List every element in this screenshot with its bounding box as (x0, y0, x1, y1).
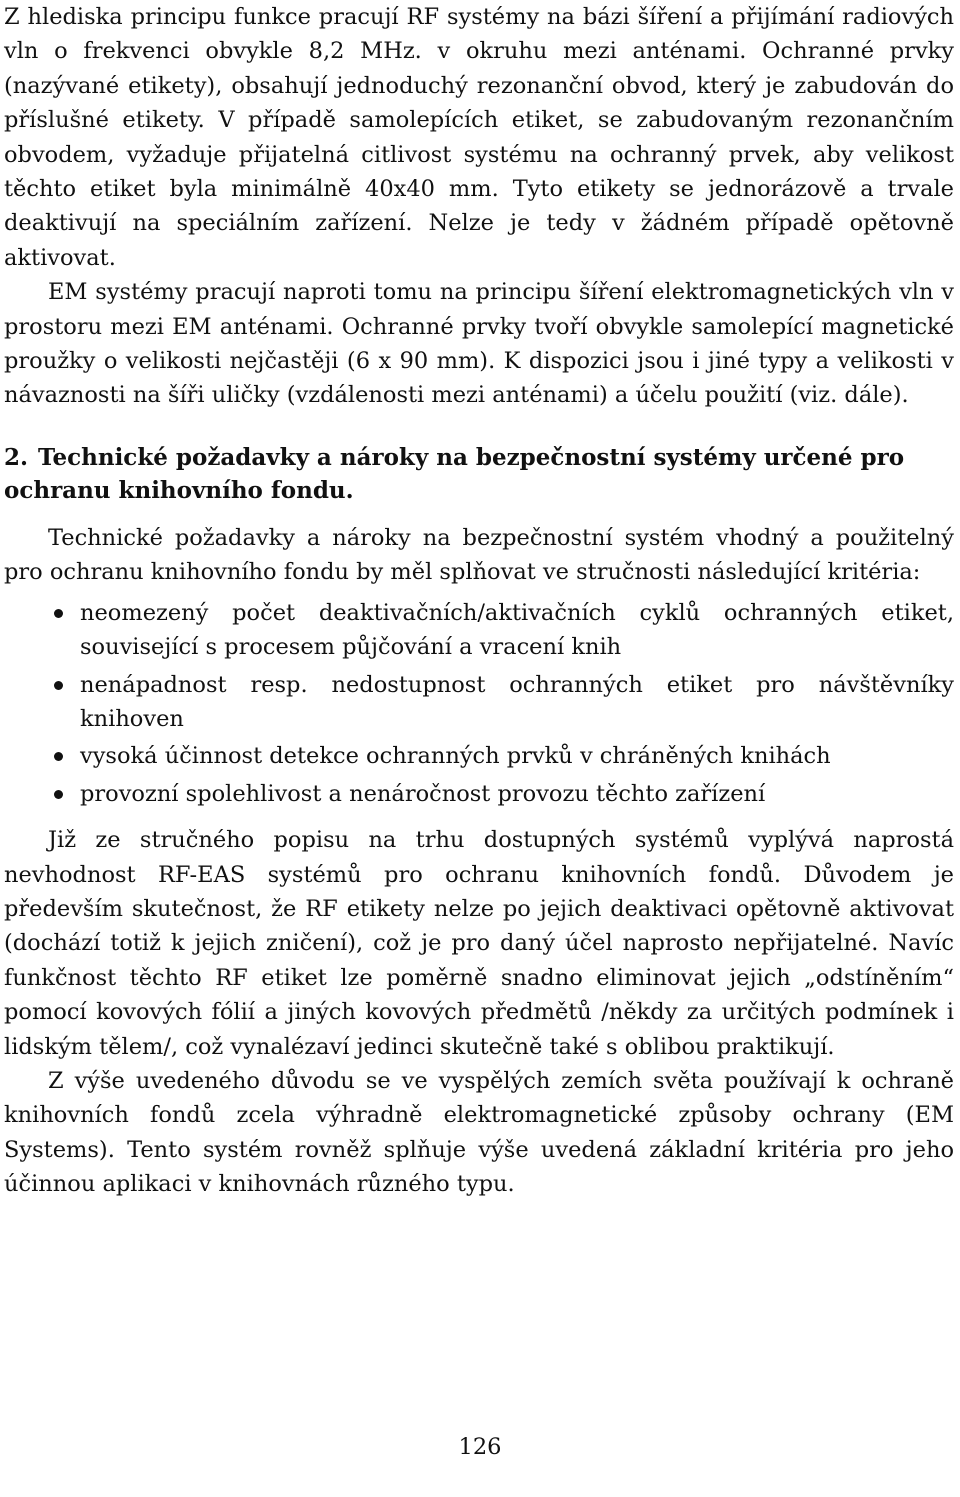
section-heading (4, 441, 954, 507)
list-item-text: nenápadnost resp. nedostupnost ochranných etiket pro návštěvníky knihoven (80, 671, 954, 732)
section-title: Technické požadavky a nároky na bezpečnostní systémy určené pro ochranu knihovního fondu. (4, 443, 905, 504)
section-number: 2. (4, 443, 29, 471)
bullet-icon (54, 790, 63, 799)
paragraph-rf-systems: Z hlediska principu funkce pracují RF systémy na bázi šíření a přijímání radiových vln o frekvenci obvykle 8,2 MHz. v okruhu mezi anténami. Ochranné prvky (nazývané etikety), obsahují jednoduchý rezonanční obvod, který je zabudován do příslušné etikety. V případě samolepících etiket, se zabudovaným rezonančním obvodem, vyžaduje přijatelná citlivost systému na ochranný prvek, aby velikost těchto etiket byla minimálně 40x40 mm. Tyto etikety se jednorázově a trvale deaktivují na speciálním zařízení. Nelze je tedy v žádném případě opětovně aktivovat. (4, 4, 954, 271)
list-item (4, 777, 954, 811)
document-page (4, 0, 954, 1202)
paragraph-rf-unsuitability: Již ze stručného popisu na trhu dostupných systémů vyplývá naprostá nevhodnost RF-EAS systémů pro ochranu knihovních fondů. Důvodem je především skutečnost, že RF etikety nelze po jejich deaktivaci opětovně aktivovat (dochází totiž k jejich zničení), což je pro daný účel naprosto nepřijatelné. Navíc funkčnost těchto RF etiket lze poměrně snadno eliminovat jejich „odstíněním“ pomocí kovových fólií a jiných kovových předmětů /někdy za určitých podmínek i lidským tělem/, což vynalézaví jedinci skutečně také s oblibou praktikují. (4, 827, 954, 1060)
list-item (4, 739, 954, 773)
bullet-icon (54, 609, 63, 618)
page-number: 126 (458, 1434, 502, 1460)
list-item (4, 668, 954, 737)
list-item-text: provozní spolehlivost a nenáročnost provozu těchto zařízení (80, 780, 766, 807)
paragraph-em-conclusion: Z výše uvedeného důvodu se ve vyspělých zemích světa používají k ochraně knihovních fondů zcela výhradně elektromagnetické způsoby ochrany (EM Systems). Tento systém rovněž splňuje výše uvedená základní kritéria pro jeho účinnou aplikaci v knihovnách různého typu. (4, 1067, 954, 1198)
list-item-text: vysoká účinnost detekce ochranných prvků v chráněných knihách (80, 743, 831, 770)
paragraph-intro: Technické požadavky a nároky na bezpečnostní systém vhodný a použitelný pro ochranu knihovního fondu by měl splňovat ve stručnosti následující kritéria: (4, 524, 954, 586)
bullet-icon (54, 752, 63, 761)
criteria-list (4, 596, 954, 811)
list-item (4, 596, 954, 665)
list-item-text: neomezený počet deaktivačních/aktivačních cyklů ochranných etiket, související s procesem půjčování a vracení knih (80, 599, 954, 661)
paragraph-em-systems: EM systémy pracují naproti tomu na principu šíření elektromagnetických vln v prostoru mezi EM anténami. Ochranné prvky tvoří obvykle samolepící magnetické proužky o velikosti nejčastěji (6 x 90 mm). K dispozici jsou i jiné typy a velikosti v návaznosti na šíři uličky (vzdálenosti mezi anténami) a účelu použití (viz. dále). (4, 279, 954, 409)
bullet-icon (54, 681, 63, 690)
